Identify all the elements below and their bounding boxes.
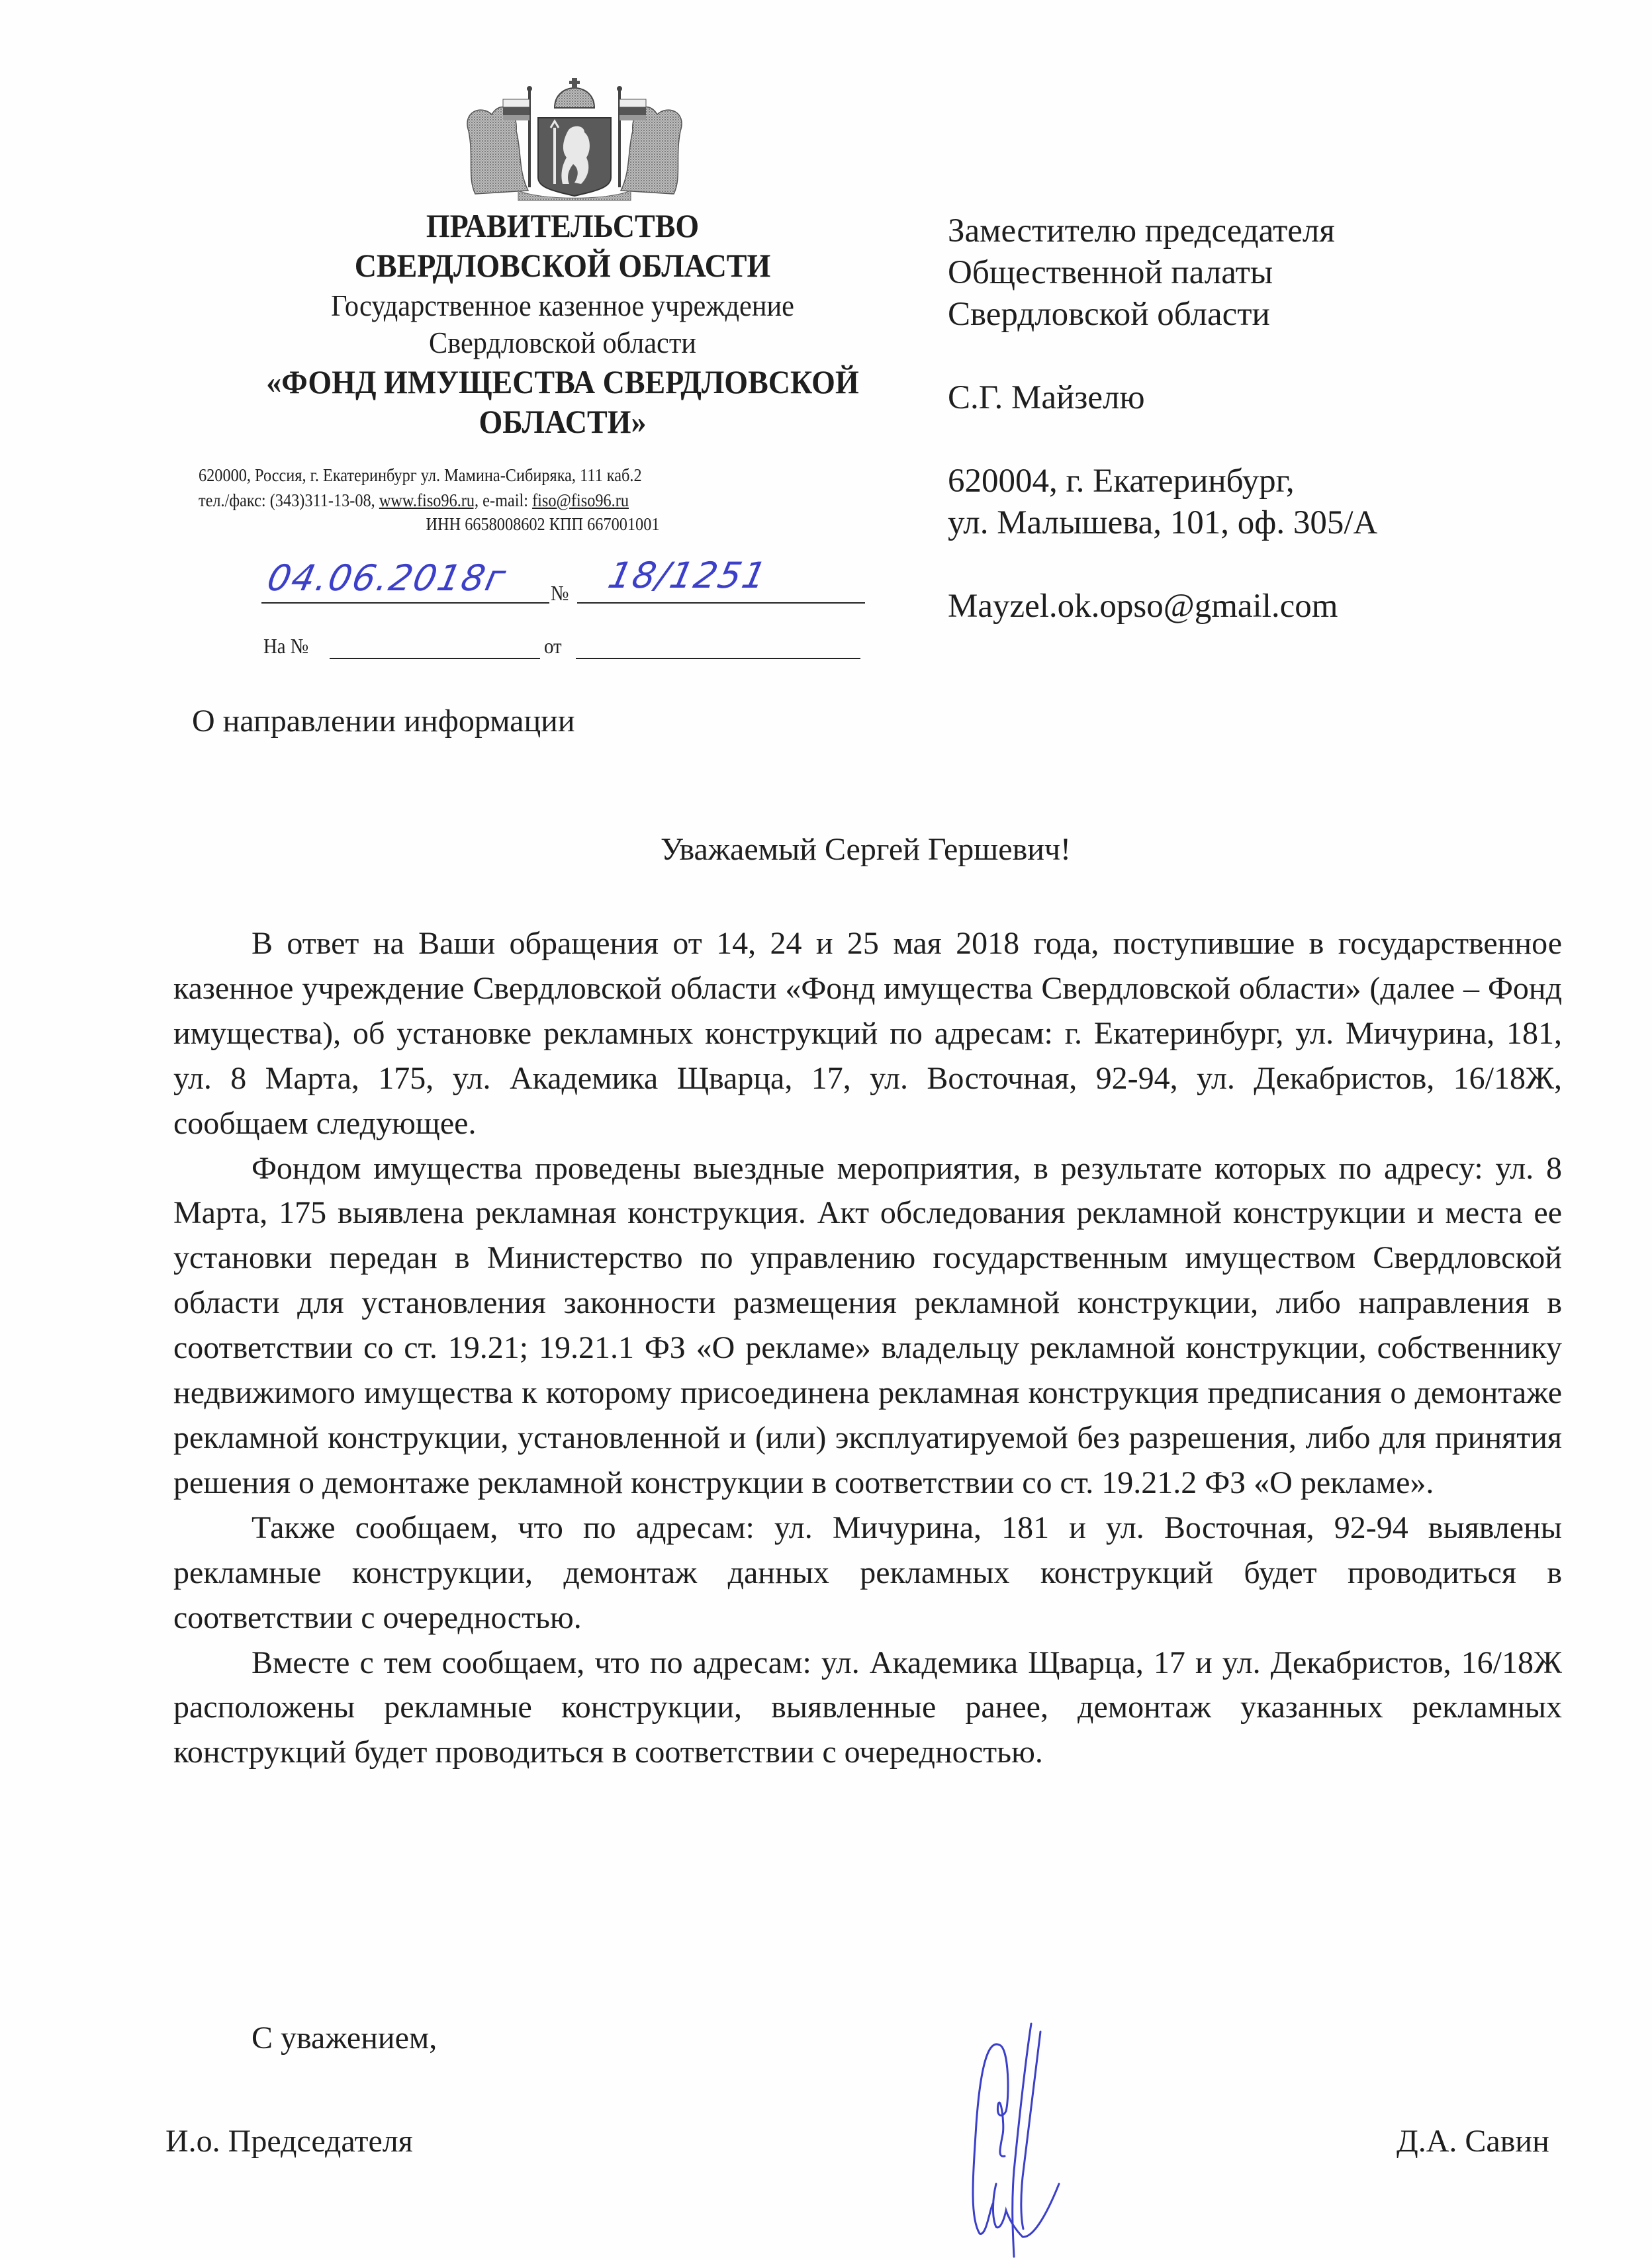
recipient-address-street: ул. Малышева, 101, оф. 305/А	[948, 504, 1378, 541]
body-paragraph: В ответ на Ваши обращения от 14, 24 и 25 мая 2018 года, поступившие в государственное казенное учреждение Свердловской области «Фонд имущества Свердловской области» (далее – Фонд имущества), об установке рекламных конструкций по адресам: г. Екатеринбург, ул. Мичурина, 181, ул. 8 Марта, 175, ул. Академика Щварца, 17, ул. Восточная, 92-94, ул. Декабристов, 16/18Ж, сообщаем следующее.	[173, 926, 1562, 1141]
date-underline	[261, 602, 549, 604]
sender-phone: тел./факс: (343)311-13-08,	[199, 490, 379, 510]
closing-phrase: С уважением,	[252, 2020, 437, 2056]
number-underline	[577, 602, 865, 604]
sender-inn-kpp: ИНН 6658008602 КПП 667001001	[426, 514, 660, 534]
body-paragraph: Вместе с тем сообщаем, что по адресам: ул. Академика Щварца, 17 и ул. Декабристов, 16/18Ж расположены рекламные конструкции, выявленные ранее, демонтаж указанных рекламных конструкций будет проводиться в соответствии с очередностью.	[173, 1645, 1562, 1770]
letterhead-government-title: ПРАВИТЕЛЬСТВО	[426, 207, 700, 244]
reply-to-label: На №	[263, 634, 309, 658]
recipient-name: С.Г. Майзелю	[948, 379, 1145, 416]
body-paragraph: Также сообщаем, что по адресам: ул. Мичурина, 181 и ул. Восточная, 92-94 выявлены рекламные конструкции, демонтаж данных рекламных конструкций будет проводиться в соответствии с очередностью.	[173, 1510, 1562, 1635]
handwritten-reg-number: 18/1251	[604, 555, 772, 596]
letter-body	[173, 921, 1562, 1775]
recipient-organization: Общественной палаты	[948, 254, 1273, 291]
handwritten-signature-icon	[960, 2018, 1092, 2260]
letter-subject: О направлении информации	[192, 703, 575, 739]
sender-email-label: e-mail:	[479, 490, 533, 510]
handwritten-date: 04.06.2018г	[263, 557, 511, 599]
coat-of-arms-icon	[455, 58, 694, 210]
reply-number-underline	[330, 658, 540, 659]
number-label: №	[551, 581, 569, 605]
sender-website-link[interactable]: www.fiso96.ru,	[379, 490, 479, 510]
recipient-region: Свердловской области	[948, 296, 1270, 333]
sender-email-link[interactable]: fiso@fiso96.ru	[532, 490, 629, 510]
recipient-block	[948, 210, 1377, 627]
reply-from-label: от	[544, 634, 562, 658]
reply-date-underline	[576, 658, 860, 659]
letterhead-institution-type: Государственное казенное учреждение	[331, 289, 794, 322]
recipient-address-city: 620004, г. Екатеринбург,	[948, 463, 1295, 500]
letterhead-fund-name: «ФОНД ИМУЩЕСТВА СВЕРДЛОВСКОЙ	[266, 363, 859, 400]
sender-contacts	[199, 488, 818, 512]
letterhead-institution-region: Свердловской области	[429, 326, 696, 359]
body-paragraph: Фондом имущества проведены выездные мероприятия, в результате которых по адресу: ул. 8 Марта, 175 выявлена рекламная конструкция. Акт обследования рекламной конструкции и места ее установки передан в Министерство по управлению государственным имуществом Свердловской области для установления законности размещения рекламной конструкции, либо направления в соответствии со ст. 19.21; 19.21.1 ФЗ «О рекламе» владельцу рекламной конструкции, собственнику недвижимого имущества к которому присоединена рекламная конструкция предписания о демонтаже рекламной конструкции, установленной и (или) эксплуатируемой без разрешения, либо для принятия решения о демонтаже рекламной конструкции в соответствии со ст. 19.21.2 ФЗ «О рекламе».	[173, 1150, 1562, 1500]
recipient-email: Mayzel.ok.opso@gmail.com	[948, 588, 1338, 625]
signatory-name: Д.А. Савин	[1397, 2124, 1549, 2159]
letterhead-region-title: СВЕРДЛОВСКОЙ ОБЛАСТИ	[354, 247, 771, 284]
salutation: Уважаемый Сергей Гершевич!	[660, 832, 1072, 867]
recipient-position: Заместителю председателя	[948, 212, 1335, 249]
sender-address: 620000, Россия, г. Екатеринбург ул. Мамина-Сибиряка, 111 каб.2	[199, 465, 642, 485]
signatory-role: И.о. Председателя	[165, 2124, 413, 2159]
letterhead-fund-name-cont: ОБЛАСТИ»	[479, 403, 647, 440]
